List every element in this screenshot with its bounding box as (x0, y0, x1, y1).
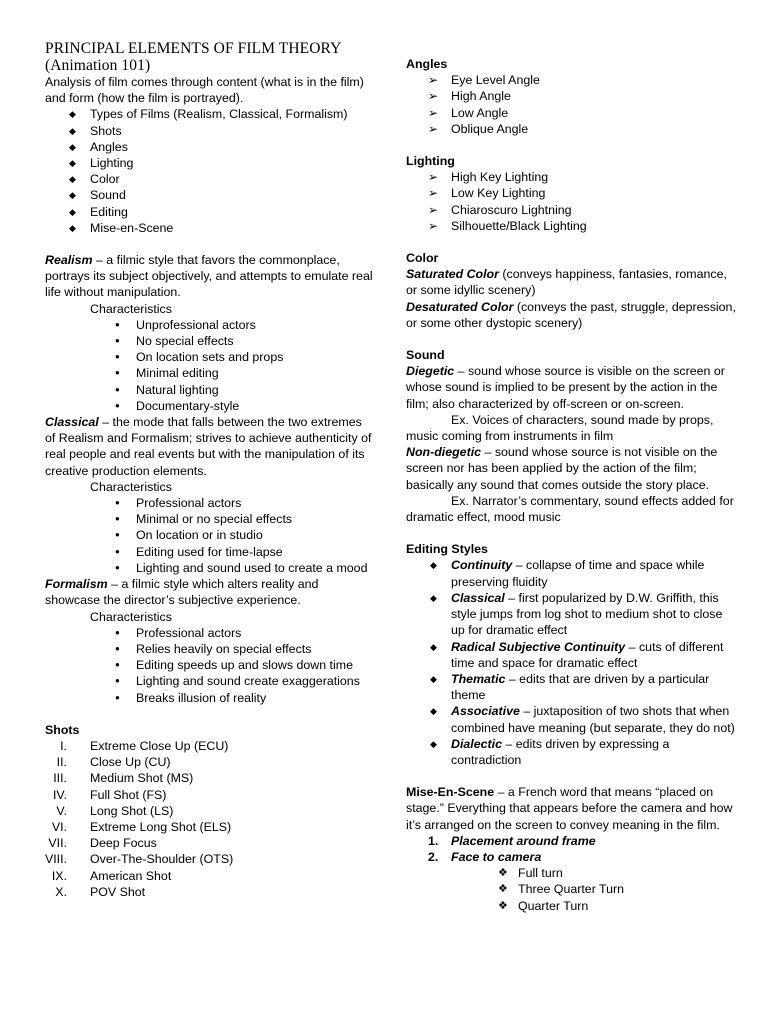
list-item: V. Long Shot (LS) (56, 803, 174, 818)
shots-heading: Shots (45, 722, 80, 737)
list-item: ● Natural lighting (45, 382, 375, 398)
nondiegetic-example: Ex. Narrator’s commentary, sound effects added for dramatic effect, mood music (406, 493, 734, 525)
saturated-color-text: Saturated Color (conveys happiness, fantasies, romance, or some idyllic scenery) (406, 267, 727, 298)
nondiegetic-text: Non-diegetic – sound whose source is not visible on the screen nor has been applied by the action of the film; basically any sound that comes outside the story place. (406, 445, 718, 492)
list-item: ● Professional actors (45, 625, 375, 641)
list-item: ◆ Classical – first popularized by D.W. Griffith, this style jumps from log shot to medium shot to close up for dramatic effect (406, 590, 736, 639)
list-item: ◆ Types of Films (Realism, Classical, Formalism) (45, 106, 375, 122)
list-item: ● Minimal editing (45, 365, 375, 381)
classical-definition: Classical – the mode that falls between the two extremes of Realism and Formalism; strives to achieve authenticity of real people and real events but with the manipulation of its creative production elements. (45, 415, 372, 478)
list-item: ● On location sets and props (45, 349, 375, 365)
list-item: ● Editing speeds up and slows down time (45, 657, 375, 673)
turns-list (406, 865, 736, 914)
list-item: ◆ Angles (45, 139, 375, 155)
list-item: ◆ Editing (45, 204, 375, 220)
left-column (45, 40, 375, 900)
list-item: ◆ Associative – juxtaposition of two shots that when combined have meaning (but separate, they do not) (406, 703, 736, 735)
lighting-list (406, 169, 736, 234)
classical-characteristics-label: Characteristics (90, 479, 172, 494)
formalism-term: Formalism (45, 577, 108, 592)
list-item: IV. Full Shot (FS) (52, 787, 167, 802)
list-item: ● Documentary-style (45, 398, 375, 414)
list-item: VIII. Over-The-Shoulder (OTS) (44, 852, 234, 867)
list-item: II. Close Up (CU) (56, 755, 171, 770)
diegetic-example: Ex. Voices of characters, sound made by props, music coming from instruments in film (406, 412, 714, 444)
formalism-characteristics-label: Characteristics (90, 609, 172, 624)
list-item: ◆ Dialectic – edits driven by expressing a contradiction (406, 736, 736, 768)
intro-text: Analysis of film comes through content (what is in the film) and form (how the film is portrayed). (45, 75, 364, 106)
mise-en-scene-list (406, 833, 736, 865)
formalism-definition: Formalism – a filmic style which alters reality and showcase the director’s subjective experience. (45, 577, 319, 608)
list-item: 1. Placement around frame (428, 833, 596, 848)
shots-list (45, 738, 375, 900)
list-item: ● No special effects (45, 333, 375, 349)
list-item: IX. American Shot (51, 868, 172, 883)
lighting-heading: Lighting (406, 154, 455, 169)
list-item: ➢ High Key Lighting (406, 169, 736, 185)
list-item: ➢ High Angle (406, 88, 736, 104)
list-item: VII. Deep Focus (48, 836, 157, 851)
list-item: ● Professional actors (45, 495, 375, 511)
list-item: ● Lighting and sound used to create a mood (45, 560, 375, 576)
right-column (406, 56, 736, 914)
list-item: ➢ Silhouette/Black Lighting (406, 218, 736, 234)
desaturated-color-text: Desaturated Color (conveys the past, struggle, depression, or some other dystopic scenery) (406, 299, 736, 330)
editing-heading: Editing Styles (406, 542, 488, 557)
list-item: ➢ Low Angle (406, 105, 736, 121)
list-item: ❖ Quarter Turn (406, 898, 736, 914)
page-title: PRINCIPAL ELEMENTS OF FILM THEORY (Animation 101) (45, 40, 341, 74)
list-item: ● Unprofessional actors (45, 317, 375, 333)
realism-characteristics-label: Characteristics (90, 301, 172, 316)
list-item: ● Editing used for time-lapse (45, 544, 375, 560)
color-heading: Color (406, 251, 439, 266)
list-item: ● Breaks illusion of reality (45, 690, 375, 706)
list-item: ➢ Low Key Lighting (406, 185, 736, 201)
editing-list (406, 557, 736, 768)
list-item: ◆ Lighting (45, 155, 375, 171)
list-item: ● Lighting and sound create exaggerations (45, 673, 375, 689)
list-item: ◆ Color (45, 171, 375, 187)
list-item: 2. Face to camera (428, 849, 542, 864)
list-item: ➢ Oblique Angle (406, 121, 736, 137)
list-item: I. Extreme Close Up (ECU) (60, 738, 229, 753)
list-item: ● Minimal or no special effects (45, 511, 375, 527)
angles-heading: Angles (406, 57, 448, 71)
angles-list (406, 72, 736, 137)
realism-term: Realism (45, 253, 93, 268)
list-item: X. POV Shot (55, 884, 146, 899)
list-item: ◆ Shots (45, 123, 375, 139)
list-item: VI. Extreme Long Shot (ELS) (51, 819, 232, 834)
list-item: ● On location or in studio (45, 527, 375, 543)
mise-en-scene-definition: Mise-En-Scene – a French word that means “placed on stage.” Everything that appears before the camera and how it’s arranged on the screen to convey meaning in the film. (406, 785, 733, 832)
list-item: III. Medium Shot (MS) (53, 771, 194, 786)
list-item: ◆ Sound (45, 187, 375, 203)
list-item: ◆ Thematic – edits that are driven by a particular theme (406, 671, 736, 703)
classical-characteristics (45, 495, 375, 576)
realism-definition: Realism – a filmic style that favors the commonplace, portrays its subject objectively, and attempts to emulate real life without manipulation. (45, 253, 373, 300)
list-item: ➢ Eye Level Angle (406, 72, 736, 88)
list-item: ➢ Chiaroscuro Lightning (406, 202, 736, 218)
list-item: ◆ Continuity – collapse of time and space while preserving fluidity (406, 557, 736, 589)
realism-characteristics (45, 317, 375, 414)
list-item: ❖ Full turn (406, 865, 736, 881)
diegetic-text: Diegetic – sound whose source is visible on the screen or whose sound is implied to be present by the action in the film; also characterized by off-screen or on-screen. (406, 364, 725, 411)
sound-heading: Sound (406, 348, 445, 363)
list-item: ◆ Radical Subjective Continuity – cuts of different time and space for dramatic effect (406, 639, 736, 671)
elements-list (45, 106, 375, 236)
classical-term: Classical (45, 415, 99, 430)
list-item: ❖ Three Quarter Turn (406, 881, 736, 897)
formalism-characteristics (45, 625, 375, 706)
list-item: ● Relies heavily on special effects (45, 641, 375, 657)
list-item: ◆ Mise-en-Scene (45, 220, 375, 236)
